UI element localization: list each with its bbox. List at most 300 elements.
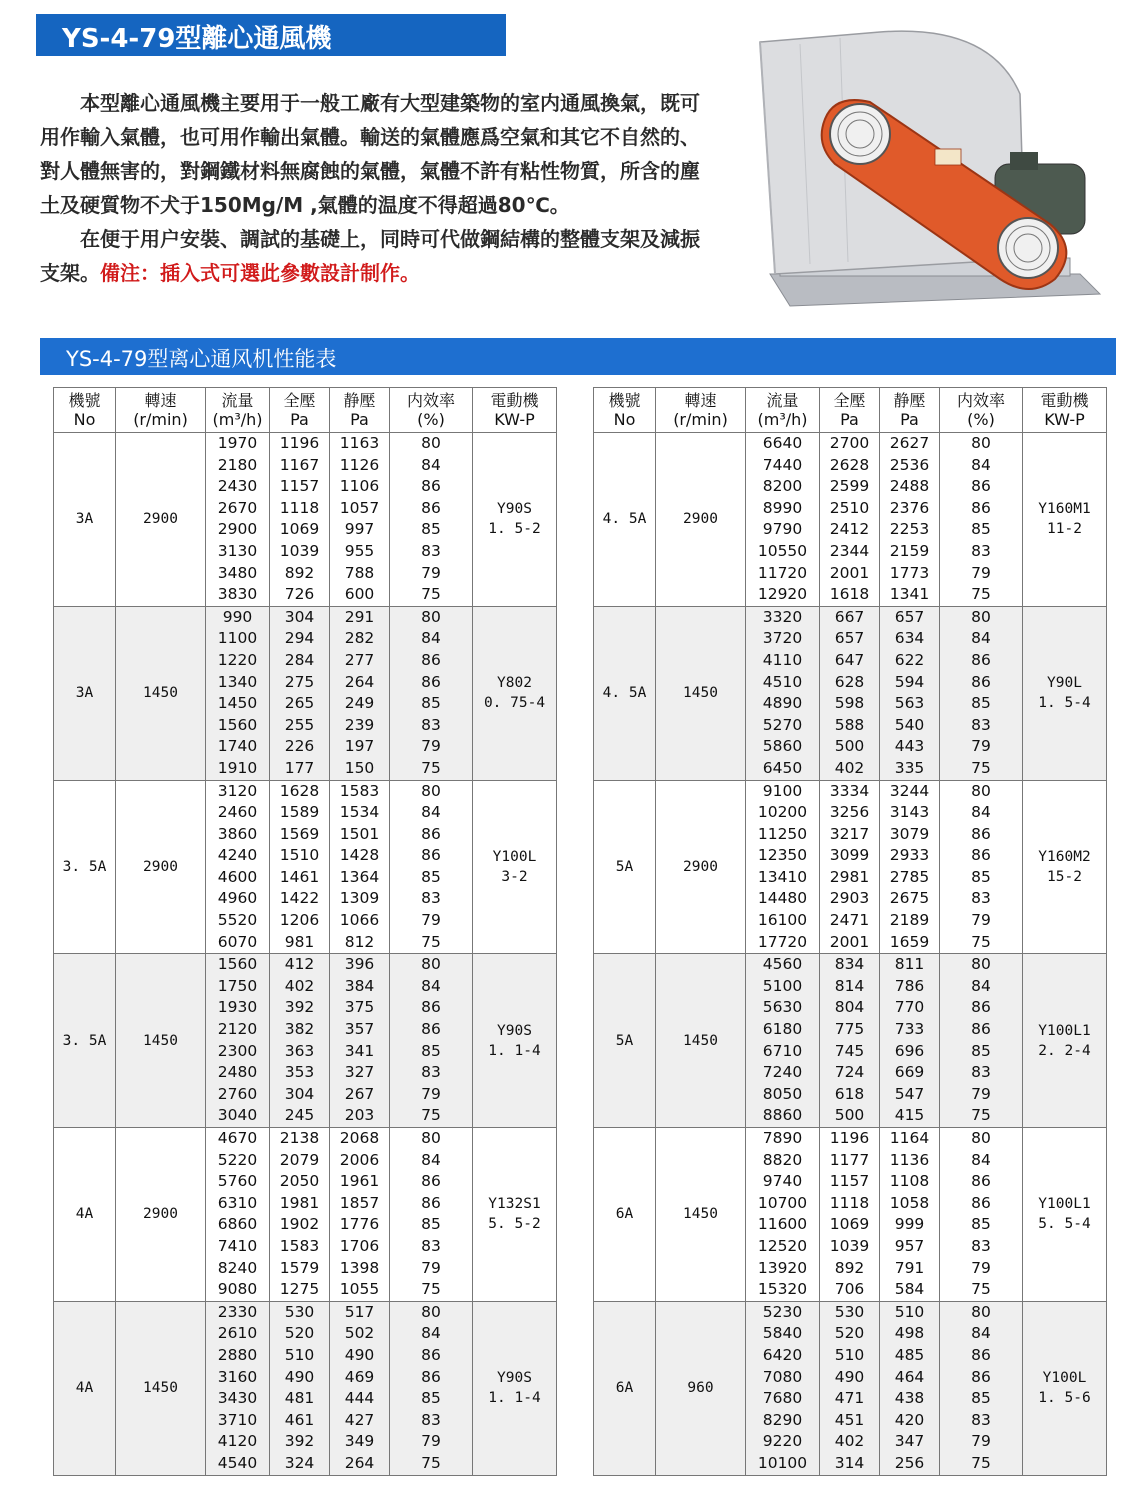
motor-model: Y90S (497, 501, 532, 518)
efficiency-value: 86 (971, 1020, 991, 1039)
flow-rate-column (746, 954, 820, 1128)
motor-spec (473, 780, 557, 954)
motor-spec (1023, 1301, 1107, 1475)
efficiency-value: 79 (971, 1432, 991, 1451)
flow-rate-value: 1560 (217, 955, 258, 974)
static-pressure-value: 1857 (339, 1193, 380, 1212)
rotation-speed: 2900 (656, 780, 746, 954)
model-row (594, 433, 1107, 607)
total-pressure-value: 363 (284, 1041, 315, 1060)
flow-rate-value: 10550 (757, 541, 808, 560)
flow-rate-value: 5220 (217, 1150, 258, 1169)
total-pressure-value: 1196 (829, 1129, 870, 1147)
flow-rate-value: 11600 (757, 1215, 808, 1234)
efficiency-value: 79 (421, 563, 441, 582)
total-pressure-value: 530 (834, 1302, 865, 1321)
total-pressure-column (820, 433, 880, 607)
static-pressure-value: 1106 (339, 477, 380, 496)
flow-rate-value: 2900 (217, 520, 258, 539)
static-pressure-column (330, 433, 390, 607)
static-pressure-value: 770 (894, 998, 925, 1017)
motor-model: Y160M2 (1038, 848, 1091, 865)
static-pressure-value: 2376 (889, 498, 930, 517)
model-row (594, 780, 1107, 954)
efficiency-value: 84 (421, 976, 441, 995)
static-pressure-value: 510 (894, 1302, 925, 1321)
motor-power: 0. 75-4 (483, 695, 546, 712)
total-pressure-value: 1569 (279, 824, 320, 843)
efficiency-value: 86 (971, 498, 991, 517)
efficiency-value: 85 (421, 694, 441, 713)
motor-power: 5. 5-4 (1038, 1216, 1091, 1233)
flow-rate-column (746, 433, 820, 607)
motor-spec (473, 606, 557, 780)
column-header-line1: 機號 (68, 391, 101, 410)
static-pressure-value: 2627 (889, 434, 930, 452)
static-pressure-value: 1398 (339, 1258, 380, 1277)
static-pressure-value: 1534 (339, 803, 380, 822)
total-pressure-value: 451 (834, 1410, 865, 1429)
total-pressure-value: 490 (284, 1367, 315, 1386)
efficiency-value: 86 (421, 498, 441, 517)
efficiency-value: 83 (971, 541, 991, 560)
rotation-speed: 1450 (116, 1301, 206, 1475)
flow-rate-value: 4560 (762, 955, 803, 974)
static-pressure-value: 341 (344, 1041, 375, 1060)
total-pressure-value: 2903 (829, 889, 870, 908)
flow-rate-value: 10700 (757, 1193, 808, 1212)
total-pressure-value: 706 (834, 1280, 865, 1299)
total-pressure-value: 1461 (279, 867, 320, 886)
flow-rate-value: 7240 (762, 1063, 803, 1082)
flow-rate-value: 10200 (757, 803, 808, 822)
total-pressure-column (270, 433, 330, 607)
motor-power: 1. 1-4 (488, 1390, 541, 1407)
flow-rate-value: 11250 (757, 824, 808, 843)
column-header (820, 388, 880, 433)
total-pressure-value: 814 (834, 976, 865, 995)
motor-power: 11-2 (1047, 521, 1082, 538)
static-pressure-value: 2488 (889, 477, 930, 496)
flow-rate-value: 5270 (762, 715, 803, 734)
efficiency-value: 85 (971, 867, 991, 886)
total-pressure-value: 314 (834, 1453, 865, 1472)
total-pressure-column (270, 1128, 330, 1302)
total-pressure-value: 226 (284, 737, 315, 756)
total-pressure-column (820, 954, 880, 1128)
column-header-line1: 流量 (221, 391, 254, 410)
efficiency-value: 84 (971, 1324, 991, 1343)
total-pressure-value: 412 (284, 955, 315, 974)
motor-model: Y100L (1042, 1370, 1087, 1387)
efficiency-column (940, 1301, 1023, 1475)
model-row (594, 1128, 1107, 1302)
total-pressure-value: 490 (834, 1367, 865, 1386)
efficiency-value: 75 (421, 1280, 441, 1299)
total-pressure-value: 520 (834, 1324, 865, 1343)
column-header (390, 388, 473, 433)
flow-rate-value: 13920 (757, 1258, 808, 1277)
motor-model: Y90S (497, 1370, 532, 1387)
total-pressure-value: 510 (834, 1345, 865, 1364)
flow-rate-value: 11720 (757, 563, 808, 582)
efficiency-value: 86 (971, 1172, 991, 1191)
efficiency-value: 79 (971, 563, 991, 582)
flow-rate-value: 2300 (217, 1041, 258, 1060)
static-pressure-column (330, 780, 390, 954)
total-pressure-value: 3256 (829, 803, 870, 822)
total-pressure-value: 2599 (829, 477, 870, 496)
efficiency-value: 83 (971, 1410, 991, 1429)
efficiency-column (940, 780, 1023, 954)
flow-rate-value: 5520 (217, 911, 258, 930)
model-number: 5A (594, 780, 656, 954)
motor-spec (1023, 780, 1107, 954)
intro-paragraph-1: 本型離心通風機主要用于一般工廠有大型建築物的室内通風換氣，既可用作輸入氣體，也可用作輸出氣體。輸送的氣體應爲空氣和其它不自然的、對人體無害的，對鋼鐵材料無腐蝕的氣體，氣體不許有粘性物質，所含的塵土及硬質物不犬于150Mg/M ,氣體的温度不得超過80℃。 (40, 91, 700, 217)
static-pressure-value: 733 (894, 1020, 925, 1039)
motor-model: Y90S (497, 1022, 532, 1039)
efficiency-value: 83 (421, 541, 441, 560)
efficiency-value: 80 (421, 434, 441, 452)
rotation-speed: 2900 (656, 433, 746, 607)
static-pressure-value: 1364 (339, 867, 380, 886)
total-pressure-value: 1579 (279, 1258, 320, 1277)
flow-rate-value: 7440 (762, 455, 803, 474)
model-number: 3. 5A (54, 954, 116, 1128)
total-pressure-value: 892 (834, 1258, 865, 1277)
total-pressure-value: 1177 (829, 1150, 870, 1169)
column-header-line2: (m³/h) (757, 410, 808, 429)
static-pressure-value: 1341 (889, 585, 930, 604)
static-pressure-value: 999 (894, 1215, 925, 1234)
static-pressure-value: 811 (894, 955, 925, 974)
static-pressure-value: 203 (344, 1106, 375, 1125)
total-pressure-value: 1039 (279, 541, 320, 560)
flow-rate-column (206, 1128, 270, 1302)
flow-rate-column (746, 1128, 820, 1302)
model-number: 3. 5A (54, 780, 116, 954)
total-pressure-value: 1510 (279, 846, 320, 865)
efficiency-value: 86 (971, 998, 991, 1017)
efficiency-value: 86 (421, 1020, 441, 1039)
total-pressure-value: 1422 (279, 889, 320, 908)
static-pressure-value: 669 (894, 1063, 925, 1082)
static-pressure-value: 498 (894, 1324, 925, 1343)
efficiency-value: 80 (971, 434, 991, 452)
motor-model: Y90L (1047, 675, 1082, 692)
page-title: YS-4-79型離心通風機 (62, 24, 332, 54)
static-pressure-value: 812 (344, 932, 375, 951)
static-pressure-value: 1309 (339, 889, 380, 908)
flow-rate-value: 3860 (217, 824, 258, 843)
static-pressure-value: 357 (344, 1020, 375, 1039)
efficiency-value: 86 (971, 1345, 991, 1364)
performance-table-title: YS-4-79型离心通风机性能表 (66, 347, 337, 371)
flow-rate-column (206, 606, 270, 780)
static-pressure-value: 1163 (339, 434, 380, 452)
motor-power: 15-2 (1047, 868, 1082, 885)
total-pressure-value: 1275 (279, 1280, 320, 1299)
static-pressure-value: 384 (344, 976, 375, 995)
rotation-speed: 1450 (116, 606, 206, 780)
efficiency-value: 80 (421, 607, 441, 626)
total-pressure-value: 2138 (279, 1129, 320, 1147)
column-header-line2: Pa (350, 410, 369, 429)
model-number: 4. 5A (594, 606, 656, 780)
efficiency-value: 83 (421, 715, 441, 734)
efficiency-value: 80 (971, 955, 991, 974)
efficiency-value: 86 (971, 1193, 991, 1212)
efficiency-value: 79 (421, 911, 441, 930)
flow-rate-value: 12520 (757, 1236, 808, 1255)
static-pressure-value: 997 (344, 520, 375, 539)
flow-rate-value: 4510 (762, 672, 803, 691)
flow-rate-value: 4890 (762, 694, 803, 713)
flow-rate-value: 4110 (762, 650, 803, 669)
total-pressure-value: 724 (834, 1063, 865, 1082)
rotation-speed: 1450 (656, 606, 746, 780)
static-pressure-column (880, 954, 940, 1128)
flow-rate-value: 6640 (762, 434, 803, 452)
model-number: 3A (54, 433, 116, 607)
efficiency-value: 83 (971, 715, 991, 734)
efficiency-value: 86 (971, 824, 991, 843)
motor-model: Y132S1 (488, 1196, 541, 1213)
efficiency-value: 80 (971, 781, 991, 800)
model-row (54, 954, 557, 1128)
column-header (206, 388, 270, 433)
static-pressure-value: 443 (894, 737, 925, 756)
flow-rate-value: 7680 (762, 1389, 803, 1408)
column-header-line2: KW-P (1044, 410, 1085, 429)
total-pressure-value: 2628 (829, 455, 870, 474)
total-pressure-value: 481 (284, 1389, 315, 1408)
model-row (594, 606, 1107, 780)
static-pressure-value: 2068 (339, 1129, 380, 1147)
total-pressure-value: 2412 (829, 520, 870, 539)
model-number: 4A (54, 1301, 116, 1475)
header-row (54, 388, 557, 433)
motor-model: Y100L (492, 848, 537, 865)
total-pressure-value: 402 (834, 758, 865, 777)
total-pressure-value: 834 (834, 955, 865, 974)
motor-spec (1023, 954, 1107, 1128)
performance-table-right (593, 387, 1107, 1476)
total-pressure-value: 1039 (829, 1236, 870, 1255)
static-pressure-value: 1501 (339, 824, 380, 843)
model-row (54, 1128, 557, 1302)
model-row (54, 780, 557, 954)
total-pressure-value: 745 (834, 1041, 865, 1060)
total-pressure-value: 1589 (279, 803, 320, 822)
column-header-line1: 機號 (608, 391, 641, 410)
column-header-line1: 内效率 (406, 391, 455, 410)
static-pressure-value: 197 (344, 737, 375, 756)
efficiency-value: 80 (421, 1302, 441, 1321)
model-number: 5A (594, 954, 656, 1128)
efficiency-column (390, 433, 473, 607)
static-pressure-value: 464 (894, 1367, 925, 1386)
model-row (594, 1301, 1107, 1475)
efficiency-value: 84 (971, 803, 991, 822)
flow-rate-value: 8820 (762, 1150, 803, 1169)
static-pressure-value: 150 (344, 758, 375, 777)
motor-power: 1. 5-6 (1038, 1390, 1091, 1407)
efficiency-value: 84 (971, 976, 991, 995)
static-pressure-value: 1055 (339, 1280, 380, 1299)
efficiency-value: 85 (971, 1215, 991, 1234)
efficiency-value: 79 (971, 737, 991, 756)
total-pressure-value: 628 (834, 672, 865, 691)
flow-rate-value: 3480 (217, 563, 258, 582)
efficiency-value: 83 (971, 1063, 991, 1082)
efficiency-value: 80 (971, 607, 991, 626)
flow-rate-value: 8290 (762, 1410, 803, 1429)
total-pressure-value: 500 (834, 1106, 865, 1125)
efficiency-value: 79 (971, 911, 991, 930)
flow-rate-value: 4120 (217, 1432, 258, 1451)
static-pressure-value: 3079 (889, 824, 930, 843)
total-pressure-column (270, 1301, 330, 1475)
static-pressure-value: 427 (344, 1410, 375, 1429)
title-banner (36, 14, 506, 56)
motor-model: Y160M1 (1038, 501, 1091, 518)
static-pressure-value: 396 (344, 955, 375, 974)
static-pressure-value: 264 (344, 672, 375, 691)
flow-rate-value: 5100 (762, 976, 803, 995)
column-header-line1: 静壓 (893, 391, 926, 410)
total-pressure-column (270, 780, 330, 954)
model-row (594, 954, 1107, 1128)
efficiency-value: 75 (971, 1106, 991, 1125)
total-pressure-value: 1618 (829, 585, 870, 604)
flow-rate-value: 3720 (762, 629, 803, 648)
efficiency-value: 86 (971, 672, 991, 691)
static-pressure-value: 3244 (889, 781, 930, 800)
motor-power: 1. 5-2 (488, 521, 541, 538)
static-pressure-value: 1164 (889, 1129, 930, 1147)
efficiency-value: 85 (421, 520, 441, 539)
static-pressure-value: 540 (894, 715, 925, 734)
flow-rate-value: 2430 (217, 477, 258, 496)
static-pressure-value: 584 (894, 1280, 925, 1299)
flow-rate-value: 8990 (762, 498, 803, 517)
static-pressure-value: 2536 (889, 455, 930, 474)
static-pressure-value: 2933 (889, 846, 930, 865)
model-number: 4A (54, 1128, 116, 1302)
total-pressure-value: 294 (284, 629, 315, 648)
static-pressure-value: 502 (344, 1324, 375, 1343)
total-pressure-column (270, 606, 330, 780)
flow-rate-value: 8200 (762, 477, 803, 496)
static-pressure-value: 517 (344, 1302, 375, 1321)
static-pressure-value: 594 (894, 672, 925, 691)
efficiency-column (390, 780, 473, 954)
motor-model: Y100L1 (1038, 1022, 1091, 1039)
total-pressure-value: 1206 (279, 911, 320, 930)
efficiency-value: 79 (421, 1432, 441, 1451)
total-pressure-value: 981 (284, 932, 315, 951)
flow-rate-value: 2120 (217, 1020, 258, 1039)
flow-rate-value: 17720 (757, 932, 808, 951)
efficiency-value: 84 (421, 1150, 441, 1169)
column-header-line2: No (613, 410, 636, 429)
flow-rate-value: 6310 (217, 1193, 258, 1212)
flow-rate-value: 1560 (217, 715, 258, 734)
efficiency-value: 85 (421, 1215, 441, 1234)
flow-rate-value: 5760 (217, 1172, 258, 1191)
column-header-line2: (%) (417, 410, 445, 429)
motor-model: Y802 (497, 675, 532, 692)
static-pressure-value: 2189 (889, 911, 930, 930)
efficiency-value: 85 (971, 1041, 991, 1060)
total-pressure-value: 265 (284, 694, 315, 713)
total-pressure-value: 1118 (279, 498, 320, 517)
static-pressure-value: 3143 (889, 803, 930, 822)
rotation-speed: 960 (656, 1301, 746, 1475)
total-pressure-value: 2001 (829, 563, 870, 582)
motor-model: Y100L1 (1038, 1196, 1091, 1213)
flow-rate-value: 1100 (217, 629, 258, 648)
flow-rate-value: 1220 (217, 650, 258, 669)
total-pressure-value: 775 (834, 1020, 865, 1039)
efficiency-value: 84 (421, 629, 441, 648)
total-pressure-value: 588 (834, 715, 865, 734)
total-pressure-value: 2344 (829, 541, 870, 560)
flow-rate-value: 9220 (762, 1432, 803, 1451)
static-pressure-value: 291 (344, 607, 375, 626)
total-pressure-value: 284 (284, 650, 315, 669)
flow-rate-value: 1340 (217, 672, 258, 691)
column-header (880, 388, 940, 433)
static-pressure-column (880, 606, 940, 780)
static-pressure-value: 239 (344, 715, 375, 734)
flow-rate-value: 2760 (217, 1084, 258, 1103)
rotation-speed: 1450 (116, 954, 206, 1128)
flow-rate-value: 10100 (757, 1453, 808, 1472)
model-row (54, 433, 557, 607)
flow-rate-value: 5230 (762, 1302, 803, 1321)
column-header-line1: 静壓 (343, 391, 376, 410)
static-pressure-value: 1136 (889, 1150, 930, 1169)
total-pressure-value: 1157 (829, 1172, 870, 1191)
motor-spec (473, 433, 557, 607)
static-pressure-value: 1961 (339, 1172, 380, 1191)
motor-spec (1023, 606, 1107, 780)
static-pressure-value: 1776 (339, 1215, 380, 1234)
total-pressure-value: 2510 (829, 498, 870, 517)
flow-rate-value: 13410 (757, 867, 808, 886)
flow-rate-value: 15320 (757, 1280, 808, 1299)
column-header-line1: 電動機 (490, 391, 539, 410)
column-header (594, 388, 656, 433)
flow-rate-value: 5860 (762, 737, 803, 756)
total-pressure-value: 598 (834, 694, 865, 713)
flow-rate-value: 3040 (217, 1106, 258, 1125)
total-pressure-value: 892 (284, 563, 315, 582)
efficiency-value: 86 (421, 477, 441, 496)
flow-rate-column (206, 1301, 270, 1475)
flow-rate-value: 6860 (217, 1215, 258, 1234)
static-pressure-value: 249 (344, 694, 375, 713)
flow-rate-column (206, 954, 270, 1128)
flow-rate-value: 6420 (762, 1345, 803, 1364)
static-pressure-value: 2253 (889, 520, 930, 539)
static-pressure-value: 415 (894, 1106, 925, 1125)
total-pressure-value: 2471 (829, 911, 870, 930)
efficiency-value: 75 (421, 585, 441, 604)
column-header-line2: Pa (900, 410, 919, 429)
